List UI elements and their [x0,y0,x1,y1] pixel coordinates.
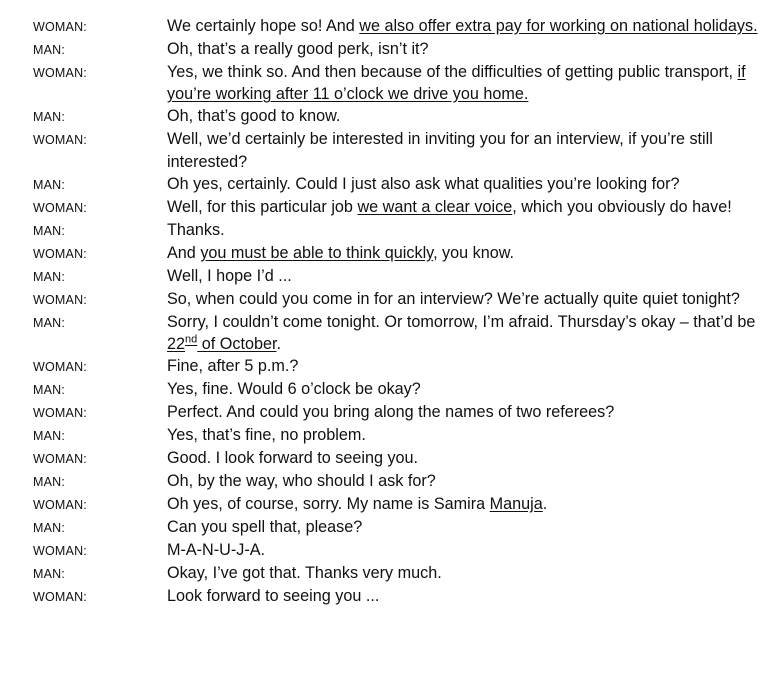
speaker-label: MAN: [33,521,66,536]
dialogue-line [0,378,784,401]
speaker-label: MAN: [33,567,66,582]
dialogue-line [0,355,784,378]
text-segment: Yes, that’s fine, no problem. [167,426,366,445]
speaker-label: WOMAN: [33,406,87,421]
text-segment: , you know. [433,243,515,262]
utterance-text [167,242,759,264]
speaker-label: MAN: [33,110,66,125]
speaker-label: WOMAN: [33,292,87,307]
utterance-text [167,173,759,195]
text-segment: Yes, we think so. And then because of the difficulties of getting public transport, [167,63,738,81]
utterance-text [167,265,759,287]
dialogue-line [0,311,784,355]
dialogue-line [0,562,784,585]
dialogue-line [0,470,784,493]
dialogue-line [0,219,784,242]
dialogue-line [0,585,784,608]
utterance-text [167,38,759,60]
utterance-text [167,493,759,515]
underlined-answer: if you’re working after 11 o’clock we drive you home. [167,63,746,104]
utterance-text [167,311,759,355]
underlined-answer: 22 [167,335,186,354]
text-segment: . [542,495,548,514]
dialogue-line [0,265,784,288]
text-segment: Can you spell that, please? [167,518,363,537]
speaker-label: MAN: [33,43,66,57]
utterance-text [167,470,759,492]
dialogue-line [0,128,784,172]
text-segment: Yes, fine. Would 6 o’clock be okay? [167,380,421,399]
utterance-text [167,288,759,310]
speaker-label: MAN: [33,383,66,398]
dialogue-line [0,173,784,196]
utterance-text [167,128,759,172]
text-segment: M-A-N-U-J-A. [167,541,266,560]
speaker-label: WOMAN: [33,544,87,559]
dialogue-line [0,105,784,128]
speaker-label: MAN: [33,223,66,238]
text-segment: Well, we’d certainly be interested in inviting you for an interview, if you’re still interested? [167,130,713,171]
speaker-label: WOMAN: [33,200,87,215]
dialogue-line [0,38,784,61]
utterance-text [167,105,759,127]
utterance-text [167,447,759,469]
utterance-text [167,562,759,584]
underlined-answer: we also offer extra pay for working on national holidays. [359,17,758,35]
speaker-label: WOMAN: [33,360,87,375]
utterance-text [167,424,759,446]
transcript [0,15,784,608]
dialogue-line [0,516,784,539]
text-segment: Oh, that’s good to know. [167,107,341,126]
utterance-text [167,378,759,400]
text-segment: Sorry, I couldn’t come tonight. Or tomorrow, I’m afraid. Thursday’s okay – that’d be [167,312,756,331]
speaker-label: WOMAN: [33,66,87,80]
utterance-text [167,196,759,218]
dialogue-line [0,61,784,105]
text-segment: . [276,335,281,354]
utterance-text [167,539,759,561]
underlined-answer: we want a clear voice [357,197,513,216]
text-segment: Look forward to seeing you ... [167,587,380,606]
underlined-answer: of October [197,335,277,354]
text-segment: And [167,243,201,262]
text-segment: Good. I look forward to seeing you. [167,449,419,468]
text-segment: Well, for this particular job [167,197,358,216]
utterance-text [167,585,759,607]
dialogue-line [0,447,784,470]
text-segment: Thanks. [167,220,225,239]
speaker-label: WOMAN: [33,590,87,605]
text-segment: Oh, that’s a really good perk, isn’t it? [167,40,429,58]
dialogue-line [0,401,784,424]
speaker-label: MAN: [33,177,66,192]
text-segment: Oh yes, of course, sorry. My name is Samira [167,495,490,514]
text-segment: We certainly hope so! And [167,17,360,35]
text-segment: Oh, by the way, who should I ask for? [167,472,436,491]
text-segment: Perfect. And could you bring along the names of two referees? [167,403,615,422]
utterance-text [167,61,759,105]
speaker-label: WOMAN: [33,246,87,261]
speaker-label: WOMAN: [33,498,87,513]
speaker-label: WOMAN: [33,133,87,148]
utterance-text [167,401,759,423]
dialogue-line [0,242,784,265]
text-segment: , which you obviously do have! [512,197,732,216]
text-segment: So, when could you come in for an interview? We’re actually quite quiet tonight? [167,289,740,308]
dialogue-line [0,15,784,38]
text-segment: Fine, after 5 p.m.? [167,357,299,376]
utterance-text [167,516,759,538]
text-segment: Okay, I’ve got that. Thanks very much. [167,564,442,583]
utterance-text [167,355,759,377]
speaker-label: MAN: [33,429,66,444]
utterance-text [167,219,759,241]
speaker-label: MAN: [33,315,66,330]
speaker-label: WOMAN: [33,452,87,467]
text-segment: Oh yes, certainly. Could I just also ask what qualities you’re looking for? [167,174,680,193]
utterance-text [167,15,759,37]
speaker-label: MAN: [33,475,66,490]
underlined-answer: you must be able to think quickly [200,243,434,262]
underlined-answer: nd [185,333,198,346]
underlined-answer: Manuja [489,495,543,514]
dialogue-line [0,288,784,311]
dialogue-line [0,539,784,562]
speaker-label: WOMAN: [33,20,87,34]
dialogue-line [0,424,784,447]
text-segment: Well, I hope I’d ... [167,266,292,285]
dialogue-line [0,196,784,219]
dialogue-line [0,493,784,516]
speaker-label: MAN: [33,269,66,284]
